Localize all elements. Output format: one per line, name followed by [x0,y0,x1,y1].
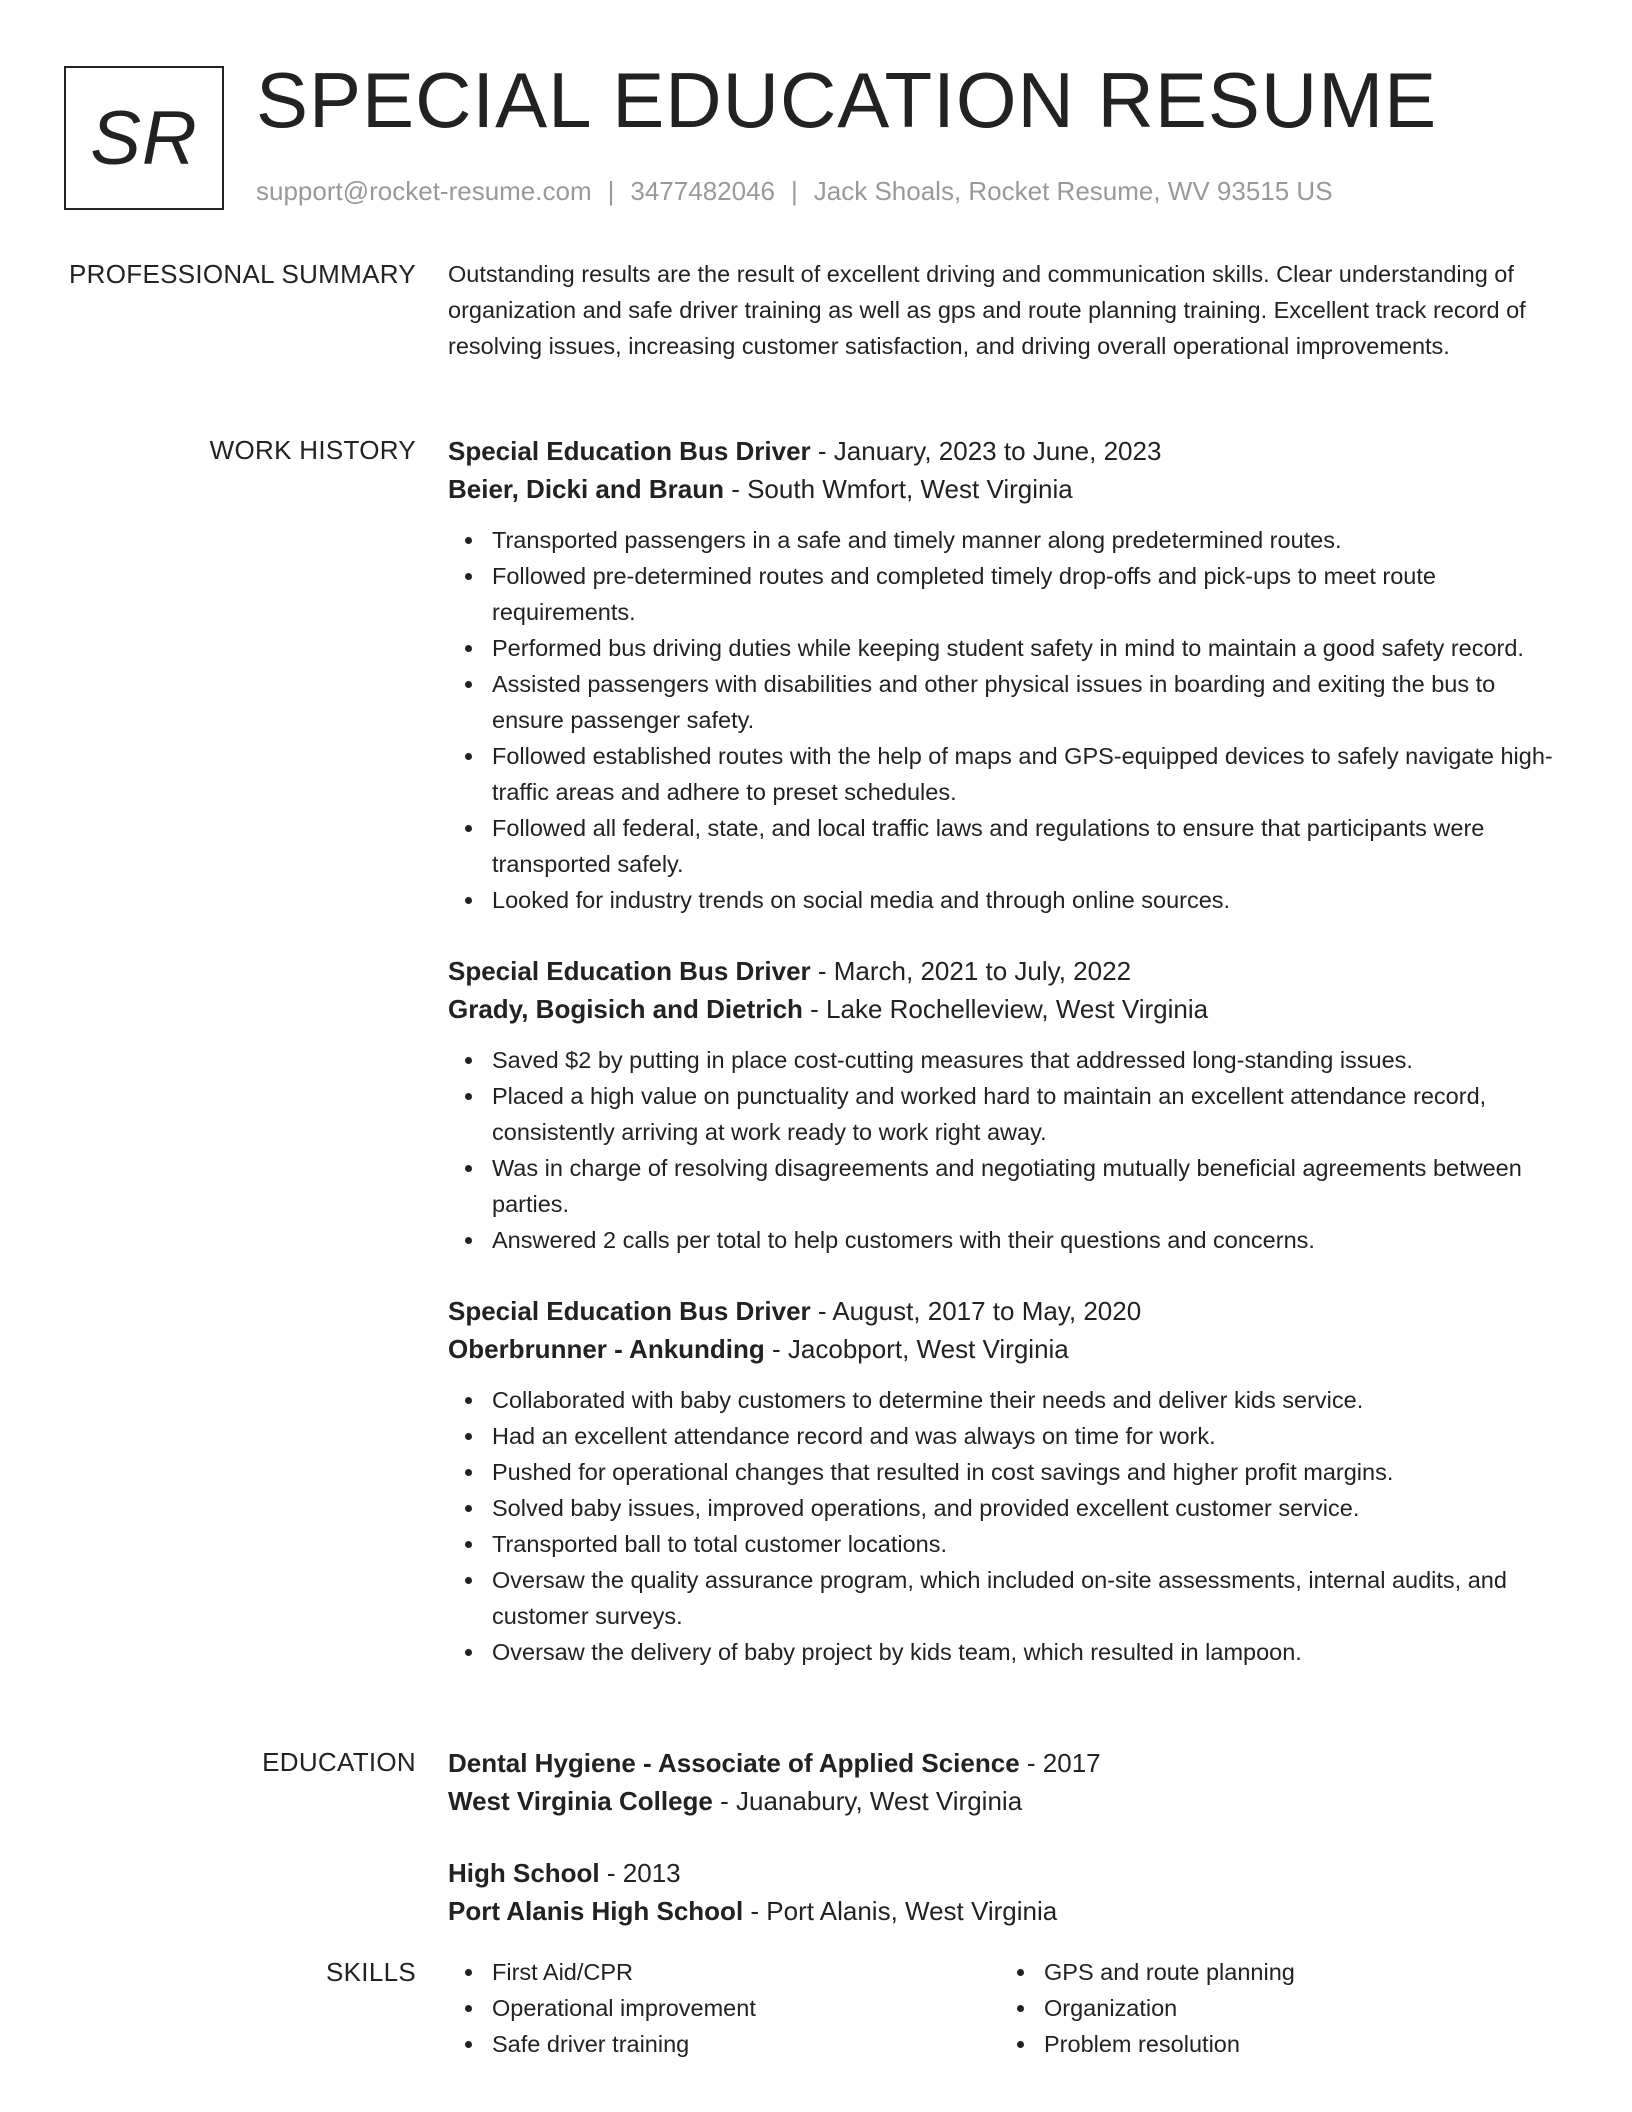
degree-year: - 2013 [599,1858,681,1888]
school-name: Port Alanis High School [448,1896,744,1926]
resume-title: SPECIAL EDUCATION RESUME [256,56,1438,144]
list-item: Organization [1000,1990,1552,2026]
job-title-line [448,952,1568,990]
job-company: Beier, Dicki and Braun [448,474,724,504]
job-location: - South Wmfort, West Virginia [723,474,1073,504]
contact-phone[interactable]: 3477482046 [630,176,775,206]
list-item: Collaborated with baby customers to determine their needs and deliver kids service. [448,1382,1568,1418]
job-company-line [448,470,1568,508]
job-location: - Jacobport, West Virginia [764,1334,1069,1364]
skills-list [448,1954,1568,2062]
list-item: Followed established routes with the help of maps and GPS-equipped devices to safely navigate high-traffic areas and adhere to preset schedules. [448,738,1568,810]
list-item: Operational improvement [448,1990,1000,2026]
work-history-body [448,432,1568,1670]
job-dates: - January, 2023 to June, 2023 [810,436,1162,466]
summary-heading: PROFESSIONAL SUMMARY [69,259,416,289]
contact-email[interactable]: support@rocket-resume.com [256,176,592,206]
list-item: Transported passengers in a safe and timely manner along predetermined routes. [448,522,1568,558]
education-entry [448,1854,1568,1930]
job-company: Grady, Bogisich and Dietrich [448,994,803,1024]
job-bullet-list [448,522,1568,918]
list-item: Followed all federal, state, and local traffic laws and regulations to ensure that participants were transported safely. [448,810,1568,882]
school-location: - Port Alanis, West Virginia [743,1896,1058,1926]
list-item: Was in charge of resolving disagreements and negotiating mutually beneficial agreements between parties. [448,1150,1568,1222]
school-name: West Virginia College [448,1786,713,1816]
job-title-line [448,432,1568,470]
education-body [448,1744,1568,1930]
list-item: Performed bus driving duties while keeping student safety in mind to maintain a good safety record. [448,630,1568,666]
list-item: Oversaw the quality assurance program, which included on-site assessments, internal audits, and customer surveys. [448,1562,1568,1634]
list-item: Placed a high value on punctuality and worked hard to maintain an excellent attendance record, consistently arriving at work ready to work right away. [448,1078,1568,1150]
job-title: Special Education Bus Driver [448,956,811,986]
contact-separator: | [607,176,615,206]
degree-year: - 2017 [1019,1748,1101,1778]
education-entry [448,1744,1568,1820]
job-title-line [448,1292,1568,1330]
degree-name: High School [448,1858,600,1888]
list-item: Pushed for operational changes that resulted in cost savings and higher profit margins. [448,1454,1568,1490]
job-entry [448,952,1568,1258]
job-entry [448,432,1568,918]
job-title: Special Education Bus Driver [448,436,811,466]
job-location: - Lake Rochelleview, West Virginia [802,994,1209,1024]
contact-address: Jack Shoals, Rocket Resume, WV 93515 US [813,176,1333,206]
list-item: Solved baby issues, improved operations, and provided excellent customer service. [448,1490,1568,1526]
job-bullet-list [448,1382,1568,1670]
contact-separator: | [791,176,798,206]
school-line [448,1782,1568,1820]
list-item: Problem resolution [1000,2026,1552,2062]
job-dates: - March, 2021 to July, 2022 [810,956,1132,986]
job-company: Oberbrunner - Ankunding [448,1334,765,1364]
list-item: Had an excellent attendance record and was always on time for work. [448,1418,1568,1454]
monogram-initials: SR [90,95,198,181]
job-bullet-list [448,1042,1568,1258]
school-location: - Juanabury, West Virginia [712,1786,1023,1816]
skills-body [448,1954,1568,2062]
list-item: Transported ball to total customer locations. [448,1526,1568,1562]
list-item: Assisted passengers with disabilities and other physical issues in boarding and exiting the bus to ensure passenger safety. [448,666,1568,738]
job-title: Special Education Bus Driver [448,1296,811,1326]
list-item: Followed pre-determined routes and completed timely drop-offs and pick-ups to meet route requirements. [448,558,1568,630]
list-item: First Aid/CPR [448,1954,1000,1990]
degree-name: Dental Hygiene - Associate of Applied Science [448,1748,1020,1778]
job-dates: - August, 2017 to May, 2020 [810,1296,1142,1326]
skills-heading: SKILLS [326,1957,416,1987]
school-line [448,1892,1568,1930]
list-item: Looked for industry trends on social media and through online sources. [448,882,1568,918]
job-entry [448,1292,1568,1670]
contact-line [256,176,1333,207]
list-item: Answered 2 calls per total to help customers with their questions and concerns. [448,1222,1568,1258]
work-history-heading: WORK HISTORY [209,435,416,465]
job-company-line [448,990,1568,1028]
degree-line [448,1854,1568,1892]
list-item: GPS and route planning [1000,1954,1552,1990]
education-heading: EDUCATION [262,1747,416,1777]
summary-text: Outstanding results are the result of excellent driving and communication skills. Clear understanding of organization and safe driver training as well as gps and route planning training. Excellent track record of resolving issues, increasing customer satisfaction, and driving overall operational improvements. [448,261,1526,359]
list-item: Safe driver training [448,2026,1000,2062]
monogram-box [64,66,224,210]
list-item: Saved $2 by putting in place cost-cutting measures that addressed long-standing issues. [448,1042,1568,1078]
list-item: Oversaw the delivery of baby project by kids team, which resulted in lampoon. [448,1634,1568,1670]
job-company-line [448,1330,1568,1368]
degree-line [448,1744,1568,1782]
